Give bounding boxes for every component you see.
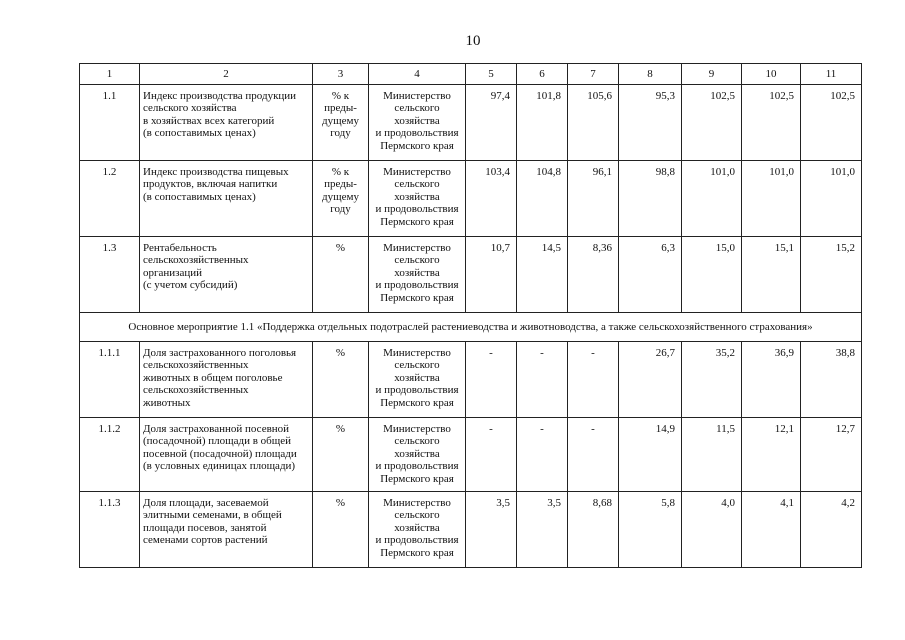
section-title: Основное мероприятие 1.1 «Поддержка отдельных подотраслей растениеводства и животноводства, а также сельскохозяйственного страхования» <box>80 313 862 342</box>
header-cell: 3 <box>313 64 369 85</box>
table-body <box>80 64 862 568</box>
value-cell: - <box>568 418 619 492</box>
indicator-name: Рентабельность сельскохозяйственных организаций (с учетом субсидий) <box>140 237 313 313</box>
value-cell: 105,6 <box>568 85 619 161</box>
row-number: 1.1.3 <box>80 492 140 568</box>
indicator-name: Доля застрахованного поголовья сельскохозяйственных животных в общем поголовье сельскохозяйственных животных <box>140 342 313 418</box>
value-cell: 11,5 <box>682 418 742 492</box>
page-number: 10 <box>465 33 481 49</box>
value-cell: 15,0 <box>682 237 742 313</box>
value-cell: 26,7 <box>619 342 682 418</box>
value-cell: 3,5 <box>517 492 568 568</box>
responsible-body: Министерство сельского хозяйства и продовольствия Пермского края <box>369 492 466 568</box>
unit-cell: % <box>313 418 369 492</box>
header-cell: 4 <box>369 64 466 85</box>
value-cell: - <box>517 342 568 418</box>
unit-cell: % <box>313 492 369 568</box>
value-cell: 103,4 <box>466 161 517 237</box>
value-cell: 36,9 <box>742 342 801 418</box>
header-cell: 7 <box>568 64 619 85</box>
responsible-body: Министерство сельского хозяйства и продовольствия Пермского края <box>369 342 466 418</box>
responsible-body: Министерство сельского хозяйства и продовольствия Пермского края <box>369 418 466 492</box>
section-row <box>80 313 862 342</box>
value-cell: 96,1 <box>568 161 619 237</box>
value-cell: 12,1 <box>742 418 801 492</box>
table-row <box>80 492 862 568</box>
responsible-body: Министерство сельского хозяйства и продовольствия Пермского края <box>369 85 466 161</box>
value-cell: 6,3 <box>619 237 682 313</box>
row-number: 1.1 <box>80 85 140 161</box>
header-cell: 1 <box>80 64 140 85</box>
value-cell: 8,68 <box>568 492 619 568</box>
value-cell: 101,0 <box>801 161 862 237</box>
value-cell: 15,2 <box>801 237 862 313</box>
unit-cell: % <box>313 342 369 418</box>
value-cell: 14,9 <box>619 418 682 492</box>
unit-cell: % <box>313 237 369 313</box>
value-cell: 10,7 <box>466 237 517 313</box>
value-cell: 102,5 <box>742 85 801 161</box>
row-number: 1.1.1 <box>80 342 140 418</box>
unit-cell: % к преды- дущему году <box>313 161 369 237</box>
header-cell: 8 <box>619 64 682 85</box>
value-cell: 104,8 <box>517 161 568 237</box>
value-cell: 38,8 <box>801 342 862 418</box>
value-cell: 12,7 <box>801 418 862 492</box>
value-cell: 97,4 <box>466 85 517 161</box>
table-row <box>80 418 862 492</box>
value-cell: 8,36 <box>568 237 619 313</box>
table-row <box>80 161 862 237</box>
indicators-table <box>79 63 862 568</box>
indicator-name: Индекс производства продукции сельского хозяйства в хозяйствах всех категорий (в сопоставимых ценах) <box>140 85 313 161</box>
value-cell: 98,8 <box>619 161 682 237</box>
value-cell: 35,2 <box>682 342 742 418</box>
header-cell: 10 <box>742 64 801 85</box>
row-number: 1.2 <box>80 161 140 237</box>
value-cell: - <box>568 342 619 418</box>
table-row <box>80 237 862 313</box>
value-cell: 4,1 <box>742 492 801 568</box>
header-cell: 2 <box>140 64 313 85</box>
table-row <box>80 85 862 161</box>
responsible-body: Министерство сельского хозяйства и продовольствия Пермского края <box>369 161 466 237</box>
value-cell: 101,0 <box>742 161 801 237</box>
value-cell: 14,5 <box>517 237 568 313</box>
header-cell: 5 <box>466 64 517 85</box>
value-cell: 4,0 <box>682 492 742 568</box>
unit-cell: % к преды- дущему году <box>313 85 369 161</box>
value-cell: 15,1 <box>742 237 801 313</box>
indicator-name: Доля застрахованной посевной (посадочной) площади в общей посевной (посадочной) площади (в условных единицах площади) <box>140 418 313 492</box>
row-number: 1.3 <box>80 237 140 313</box>
row-number: 1.1.2 <box>80 418 140 492</box>
header-cell: 6 <box>517 64 568 85</box>
value-cell: 95,3 <box>619 85 682 161</box>
value-cell: 4,2 <box>801 492 862 568</box>
indicator-name: Доля площади, засеваемой элитными семенами, в общей площади посевов, занятой семенами сортов растений <box>140 492 313 568</box>
responsible-body: Министерство сельского хозяйства и продовольствия Пермского края <box>369 237 466 313</box>
value-cell: 102,5 <box>801 85 862 161</box>
table-row <box>80 342 862 418</box>
column-number-row <box>80 64 862 85</box>
indicator-name: Индекс производства пищевых продуктов, включая напитки (в сопоставимых ценах) <box>140 161 313 237</box>
value-cell: 5,8 <box>619 492 682 568</box>
header-cell: 9 <box>682 64 742 85</box>
value-cell: 3,5 <box>466 492 517 568</box>
value-cell: - <box>517 418 568 492</box>
value-cell: 102,5 <box>682 85 742 161</box>
value-cell: 101,0 <box>682 161 742 237</box>
header-cell: 11 <box>801 64 862 85</box>
value-cell: 101,8 <box>517 85 568 161</box>
value-cell: - <box>466 342 517 418</box>
value-cell: - <box>466 418 517 492</box>
